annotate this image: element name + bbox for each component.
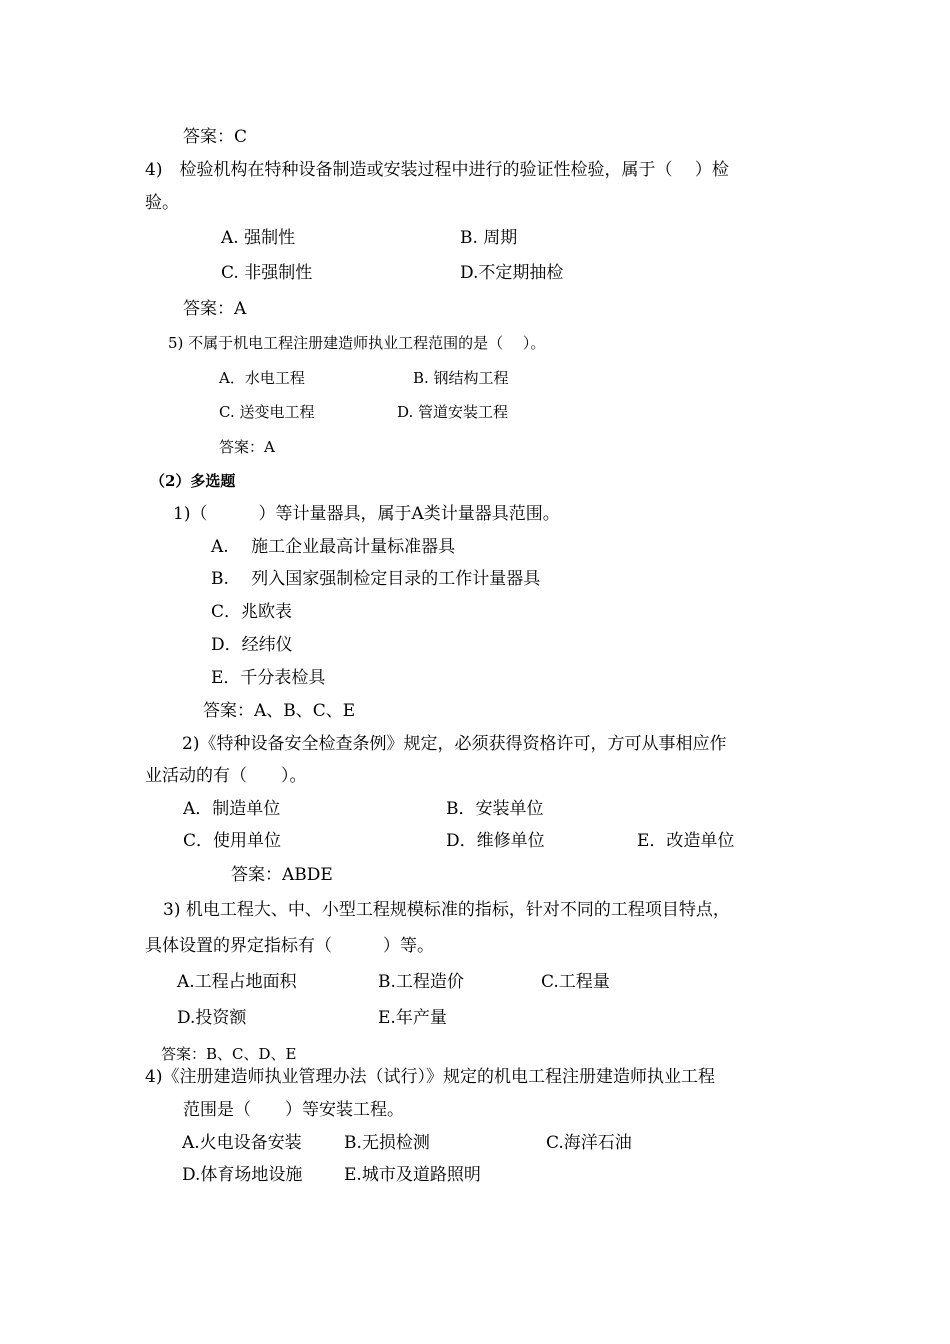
m3-option-c: C.工程量	[541, 972, 610, 992]
q4-stem-line1: 4) 检验机构在特种设备制造或安装过程中进行的验证性检验，属于（ ）检	[145, 160, 729, 180]
m4-option-c: C.海洋石油	[546, 1133, 632, 1153]
m4-option-a: A.火电设备安装	[182, 1133, 302, 1153]
m2-stem-line2: 业活动的有（ ）。	[145, 766, 307, 786]
m1-option-b: B. 列入国家强制检定目录的工作计量器具	[211, 569, 541, 589]
m2-option-b: B．安装单位	[446, 799, 544, 819]
m2-answer: 答案：ABDE	[231, 865, 333, 885]
q4-option-c: C. 非强制性	[221, 263, 313, 283]
q4-option-b: B. 周期	[460, 228, 518, 248]
q5-option-d: D. 管道安装工程	[397, 403, 509, 421]
section-heading-multiple-choice: （2）多选题	[150, 472, 236, 490]
q5-option-a: A．水电工程	[219, 369, 305, 387]
q5-option-b: B. 钢结构工程	[413, 369, 509, 387]
answer-prev: 答案：C	[183, 127, 248, 147]
m3-answer: 答案：B、C、D、E	[161, 1045, 297, 1063]
m2-option-c: C．使用单位	[183, 831, 282, 851]
q5-answer: 答案：A	[219, 438, 275, 456]
q5-stem: 5) 不属于机电工程注册建造师执业工程范围的是（ ）。	[168, 334, 546, 352]
m4-stem-line2: 范围是（ ）等安装工程。	[183, 1100, 404, 1120]
m1-option-e: E．千分表检具	[211, 668, 326, 688]
m4-option-d: D.体育场地设施	[182, 1165, 303, 1185]
q4-stem-line2: 验。	[145, 193, 179, 213]
m3-option-a: A.工程占地面积	[177, 972, 297, 992]
q4-answer: 答案：A	[183, 299, 247, 319]
m3-stem-line1: 3) 机电工程大、中、小型工程规模标准的指标，针对不同的工程项目特点，	[163, 900, 730, 920]
m2-option-e: E．改造单位	[637, 831, 735, 851]
m1-option-a: A. 施工企业最高计量标准器具	[211, 537, 456, 557]
m3-option-e: E.年产量	[378, 1008, 447, 1028]
q5-option-c: C. 送变电工程	[219, 403, 315, 421]
m1-answer: 答案：A、B、C、E	[203, 701, 356, 721]
q4-option-d: D.不定期抽检	[460, 263, 564, 283]
m1-option-c: C．兆欧表	[211, 602, 293, 622]
m3-option-d: D.投资额	[177, 1008, 247, 1028]
m1-option-d: D．经纬仪	[211, 635, 293, 655]
m4-option-e: E.城市及道路照明	[344, 1165, 481, 1185]
m3-option-b: B.工程造价	[378, 972, 464, 992]
m2-option-a: A．制造单位	[183, 799, 281, 819]
m2-option-d: D．维修单位	[446, 831, 545, 851]
m3-stem-line2: 具体设置的界定指标有（ ）等。	[145, 936, 434, 956]
m4-stem-line1: 4)《注册建造师执业管理办法（试行）》规定的机电工程注册建造师执业工程	[145, 1067, 715, 1087]
q4-option-a: A. 强制性	[221, 228, 296, 248]
m4-option-b: B.无损检测	[344, 1133, 430, 1153]
m2-stem-line1: 2)《特种设备安全检查条例》规定，必须获得资格许可，方可从事相应作	[182, 734, 727, 754]
m1-stem: 1)（ ）等计量器具，属于A类计量器具范围。	[173, 504, 560, 524]
